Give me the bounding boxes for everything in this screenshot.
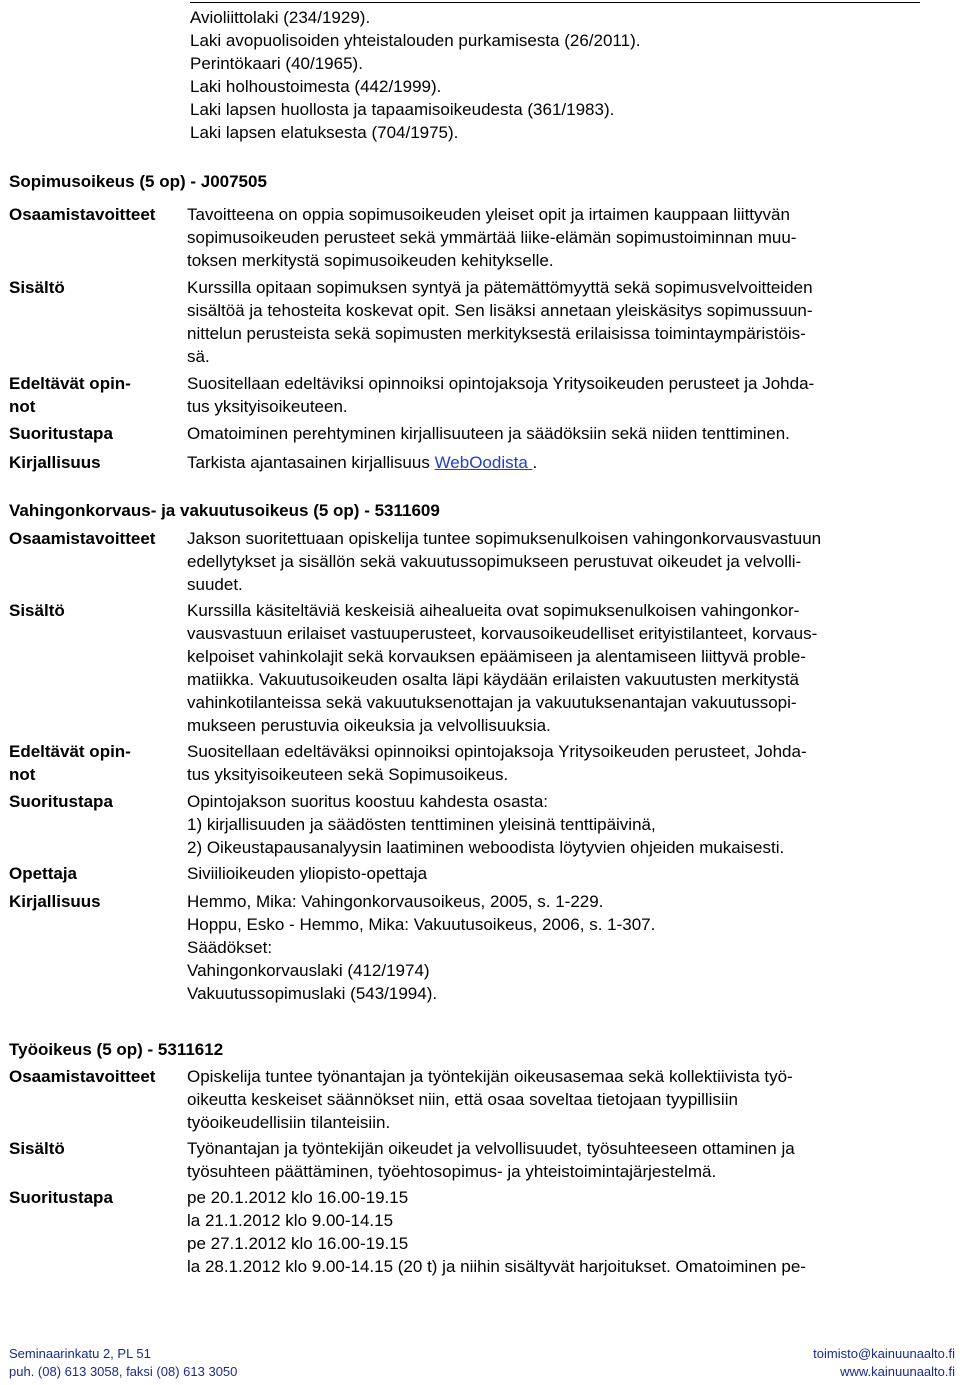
info-row [9,276,929,368]
row-value-line: toksen merkitystä sopimusoikeuden kehitykselle. [187,251,554,270]
row-label-line: Osaamistavoitteet [9,205,156,224]
section-title: Työoikeus (5 op) - 5311612 [9,1040,224,1059]
section-sopimusoikeus [9,170,929,474]
row-value-line: Hoppu, Esko - Hemmo, Mika: Vakuutusoikeus, 2006, s. 1-307. [187,915,656,934]
row-value-line: sisältöä ja tehosteita koskevat opit. Sen lisäksi annetaan yleiskäsitys sopimussuun- [187,301,813,320]
row-label-line: Osaamistavoitteet [9,1067,156,1086]
row-label-line: Opettaja [9,864,78,883]
row-label [9,890,187,1005]
legislation-item: Laki lapsen huollosta ja tapaamisoikeudesta (361/1983). [190,100,615,119]
row-value-line: Siviilioikeuden yliopisto-opettaja [187,864,428,883]
row-value-line: Hemmo, Mika: Vahingonkorvausoikeus, 2005, s. 1-229. [187,892,604,911]
row-value-line: 2) Oikeustapausanalyysin laatiminen weboodista löytyvien ohjeiden mukaisesti. [187,838,785,857]
footer-address: Seminaarinkatu 2, PL 51 [9,1346,151,1361]
row-value-line: la 21.1.2012 klo 9.00-14.15 [187,1211,394,1230]
footer-phone: puh. (08) 613 3058, faksi (08) 613 3050 [9,1364,238,1379]
info-row [9,203,929,272]
row-value-line: sä. [187,347,210,366]
row-label [9,276,187,368]
row-value-line: 1) kirjallisuuden ja säädösten tenttiminen yleisinä tenttipäivinä, [187,815,656,834]
info-row [9,1137,929,1183]
row-label-line: Osaamistavoitteet [9,529,156,548]
row-value [187,372,912,418]
row-label-line: Edeltävät opin- [9,742,131,761]
row-value-line: Kurssilla käsiteltäviä keskeisiä aihealueita ovat sopimuksenulkoisen vahingonkor- [187,601,800,620]
info-row [9,372,929,418]
row-value-line: sopimusoikeuden perusteet sekä ymmärtää liike-elämän sopimustoiminnan muu- [187,228,797,247]
footer-email[interactable]: toimisto@kainuunaalto.fi [813,1346,955,1361]
info-row [9,527,929,596]
section-vahingonkorvaus [9,499,929,1005]
row-kirjallisuus [9,451,929,474]
row-value [187,599,912,737]
info-row [9,862,929,885]
row-label [9,203,187,272]
row-value-line: kelpoiset vahinkolajit sekä korvauksen epäämiseen ja alentamiseen liittyvä proble- [187,647,806,666]
row-value-line: edellytykset ja sisällön sekä vakuutussopimukseen perustuvat oikeudet ja velvolli- [187,552,802,571]
row-value [187,862,912,885]
row-label [9,527,187,596]
legislation-item: Laki lapsen elatuksesta (704/1975). [190,123,459,142]
row-value-line: työsuhteen päättäminen, työehtosopimus- ja yhteistoimintajärjestelmä. [187,1162,717,1181]
row-label [9,740,187,786]
row-value-line: suudet. [187,575,243,594]
row-value [187,790,912,859]
row-value [187,422,912,445]
row-label-line: not [9,765,36,784]
row-label-line: Sisältö [9,278,65,297]
literature-end: . [532,453,538,472]
row-value-line: pe 27.1.2012 klo 16.00-19.15 [187,1234,409,1253]
row-value-line: la 28.1.2012 klo 9.00-14.15 (20 t) ja niihin sisältyvät harjoitukset. Omatoiminen pe- [187,1257,806,1276]
row-label-line: Sisältö [9,601,65,620]
row-value-line: Tavoitteena on oppia sopimusoikeuden yleiset opit ja irtaimen kauppaan liittyvän [187,205,790,224]
row-value-line: Jakson suoritettuaan opiskelija tuntee sopimuksenulkoisen vahingonkorvausvastuun [187,529,822,548]
legislation-item: Avioliittolaki (234/1929). [190,8,371,27]
row-value-line: Kurssilla opitaan sopimuksen syntyä ja pätemättömyyttä sekä sopimusvelvoitteiden [187,278,813,297]
row-value-line: oikeutta keskeiset säännökset niin, että osaa soveltaa tietojaan tyypillisiin [187,1090,738,1109]
literature-text: Tarkista ajantasainen kirjallisuus [187,453,435,472]
row-label [9,1065,187,1134]
info-row [9,1065,929,1134]
row-value [187,1137,912,1183]
info-row [9,1186,929,1278]
row-label: Kirjallisuus [9,453,101,472]
row-value-line: Omatoiminen perehtyminen kirjallisuuteen ja säädöksiin sekä niiden tenttiminen. [187,424,790,443]
row-value-line: Suositellaan edeltäväksi opinnoiksi opintojaksoja Yritysoikeuden perusteet, Johda- [187,742,807,761]
info-row [9,599,929,737]
row-value [187,203,912,272]
legislation-item: Laki holhoustoimesta (442/1999). [190,77,442,96]
row-value [187,1065,912,1134]
row-value-line: vausvastuun erilaiset vastuuperusteet, korvausoikeudelliset erityistilanteet, korvaus- [187,624,818,643]
row-label-line: Suoritustapa [9,424,113,443]
row-value [187,1186,912,1278]
row-label [9,422,187,445]
row-value-line: vahinkotilanteissa sekä vakuutuksenottajan ja vakuutuksenantajan vakuutussopi- [187,693,797,712]
row-value-line: pe 20.1.2012 klo 16.00-19.15 [187,1188,409,1207]
section-tyooikeus [9,1038,929,1278]
footer-web[interactable]: www.kainuunaalto.fi [840,1364,955,1379]
weboodi-link[interactable]: WebOodista [434,453,533,472]
row-label-line: not [9,397,36,416]
row-value-line: nittelun perusteista sekä sopimusten merkityksestä erilaisissa toimintaympäristöis- [187,324,806,343]
info-row [9,422,929,445]
row-value-line: matiikka. Vakuutusoikeuden osalta läpi käydään erilaisten vakuutusten merkitystä [187,670,800,689]
info-row [9,740,929,786]
section-rows [9,203,929,445]
row-label-line: Suoritustapa [9,1188,113,1207]
row-label-line: Kirjallisuus [9,892,101,911]
row-value [187,276,912,368]
top-rule [190,2,920,3]
row-label [9,599,187,737]
row-value [187,527,912,596]
row-value-line: Työnantajan ja työntekijän oikeudet ja velvollisuudet, työsuhteeseen ottaminen ja [187,1139,795,1158]
info-row [9,790,929,859]
row-value-line: Opiskelija tuntee työnantajan ja työntekijän oikeusasemaa sekä kollektiivista työ- [187,1067,793,1086]
row-value-line: Suositellaan edeltäviksi opinnoiksi opintojaksoja Yritysoikeuden perusteet ja Johda- [187,374,815,393]
section-title: Vahingonkorvaus- ja vakuutusoikeus (5 op) - 5311609 [9,501,440,520]
row-value-line: työoikeudellisiin tilanteisiin. [187,1113,391,1132]
row-value [187,740,912,786]
row-label [9,790,187,859]
section-rows [9,1065,929,1278]
row-value [187,451,912,474]
row-label [9,1137,187,1183]
row-label-line: Edeltävät opin- [9,374,131,393]
row-label-line: Suoritustapa [9,792,113,811]
row-value-line: tus yksityisoikeuteen sekä Sopimusoikeus. [187,765,509,784]
row-value [187,890,912,1005]
legislation-item: Perintökaari (40/1965). [190,54,363,73]
row-value-line: tus yksityisoikeuteen. [187,397,348,416]
row-value-line: Vahingonkorvauslaki (412/1974) [187,961,430,980]
legislation-item: Laki avopuolisoiden yhteistalouden purkamisesta (26/2011). [190,31,641,50]
legislation-list [190,6,640,144]
section-rows [9,527,929,1005]
row-label [9,372,187,418]
row-value-line: Opintojakson suoritus koostuu kahdesta osasta: [187,792,548,811]
section-title: Sopimusoikeus (5 op) - J007505 [9,172,267,191]
row-value-line: Vakuutussopimuslaki (543/1994). [187,984,438,1003]
info-row [9,890,929,1005]
row-label-line: Sisältö [9,1139,65,1158]
row-label [9,1186,187,1278]
row-value-line: mukseen perustuvia oikeuksia ja velvollisuuksia. [187,716,551,735]
row-value-line: Säädökset: [187,938,273,957]
row-label [9,862,187,885]
